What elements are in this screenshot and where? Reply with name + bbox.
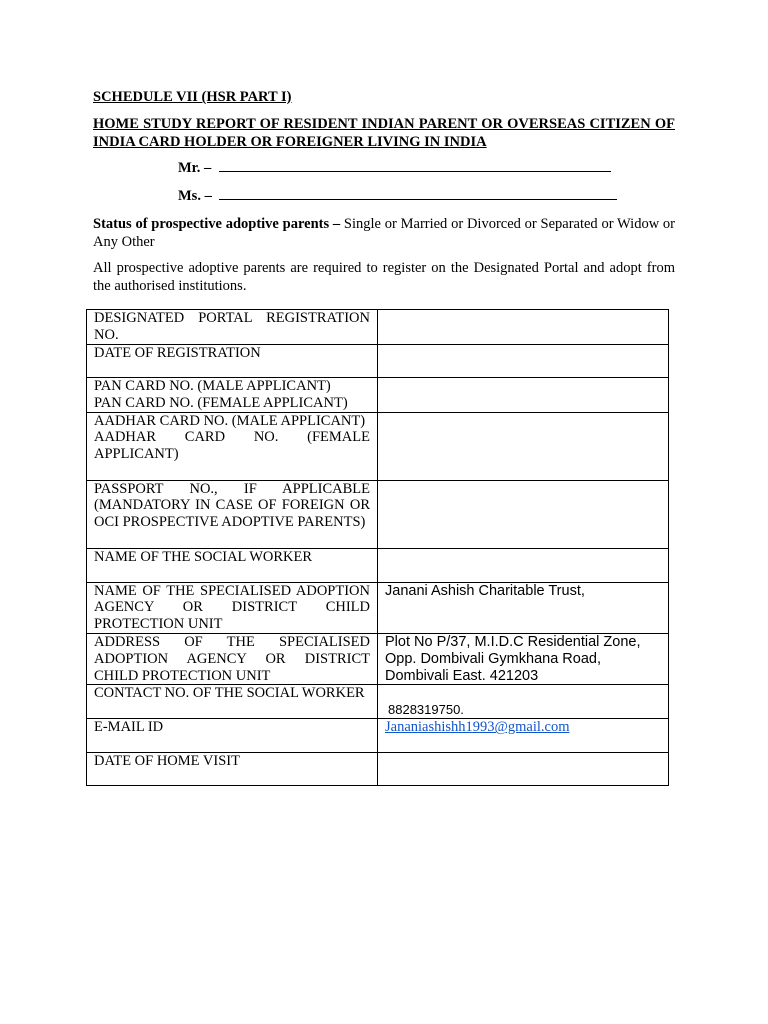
agency-address-value (378, 633, 669, 684)
social-worker-label: NAME OF THE SOCIAL WORKER (87, 548, 378, 582)
portal-label: DESIGNATED PORTAL REGISTRATION NO. (87, 310, 378, 345)
passport-value[interactable] (378, 480, 669, 548)
ms-line (178, 187, 675, 205)
table-row (87, 310, 669, 345)
portal-value[interactable] (378, 310, 669, 345)
home-visit-label: DATE OF HOME VISIT (87, 753, 378, 786)
agency-address-label: ADDRESS OF THE SPECIALISED ADOPTION AGENCY OR DISTRICT CHILD PROTECTION UNIT (87, 633, 378, 684)
mr-line (178, 159, 675, 177)
table-row (87, 548, 669, 582)
ms-blank[interactable] (219, 187, 617, 200)
aadhar-labels (87, 412, 378, 480)
document-page (93, 88, 675, 303)
social-worker-value[interactable] (378, 548, 669, 582)
schedule-heading: SCHEDULE VII (HSR PART I) (93, 89, 292, 105)
pan-labels (87, 378, 378, 413)
pan-female-label: PAN CARD NO. (FEMALE APPLICANT) (94, 394, 348, 411)
email-link[interactable]: Jananiashishh1993@gmail.com (378, 719, 669, 753)
contact-label: CONTACT NO. OF THE SOCIAL WORKER (87, 685, 378, 719)
agency-name-label: NAME OF THE SPECIALISED ADOPTION AGENCY OR DISTRICT CHILD PROTECTION UNIT (87, 582, 378, 633)
aadhar-female-label: AADHAR CARD NO. (FEMALE APPLICANT) (94, 429, 370, 463)
pan-male-label: PAN CARD NO. (MALE APPLICANT) (94, 378, 331, 394)
table-row (87, 719, 669, 753)
address-line-2: Opp. Dombivali Gymkhana Road, (385, 650, 601, 667)
address-line-1: Plot No P/37, M.I.D.C Residential Zone, (385, 633, 641, 650)
table-row (87, 753, 669, 786)
email-label: E-MAIL ID (87, 719, 378, 753)
registration-date-value[interactable] (378, 345, 669, 378)
status-label: Status of prospective adoptive parents – (93, 216, 341, 232)
register-note: All prospective adoptive parents are required to register on the Designated Portal and adopt from the authorised institutions. (93, 260, 675, 294)
status-paragraph (93, 215, 675, 251)
table-row (87, 582, 669, 633)
report-title: HOME STUDY REPORT OF RESIDENT INDIAN PARENT OR OVERSEAS CITIZEN OF INDIA CARD HOLDER OR FOREIGNER LIVING IN INDIA (93, 116, 675, 150)
home-study-table (86, 309, 669, 786)
table-row (87, 412, 669, 480)
status-options: Single or Married or Divorced or Separated or Widow or Any Other (93, 216, 676, 250)
mr-blank[interactable] (219, 159, 611, 172)
table-row (87, 378, 669, 413)
address-line-3: Dombivali East. 421203 (385, 667, 539, 684)
home-visit-value[interactable] (378, 753, 669, 786)
aadhar-male-label: AADHAR CARD NO. (MALE APPLICANT) (94, 412, 366, 429)
table-row (87, 633, 669, 684)
ms-label: Ms. – (178, 188, 212, 204)
registration-date-label: DATE OF REGISTRATION (87, 345, 378, 378)
agency-name-value: Janani Ashish Charitable Trust, (378, 582, 669, 633)
mr-label: Mr. – (178, 160, 212, 176)
pan-value[interactable] (378, 378, 669, 413)
table-row (87, 480, 669, 548)
table-row (87, 685, 669, 719)
passport-label: PASSPORT NO., IF APPLICABLE (MANDATORY IN CASE OF FOREIGN OR OCI PROSPECTIVE ADOPTIVE PARENTS) (87, 480, 378, 548)
aadhar-value[interactable] (378, 412, 669, 480)
table-row (87, 345, 669, 378)
contact-value: 8828319750. (378, 685, 669, 719)
